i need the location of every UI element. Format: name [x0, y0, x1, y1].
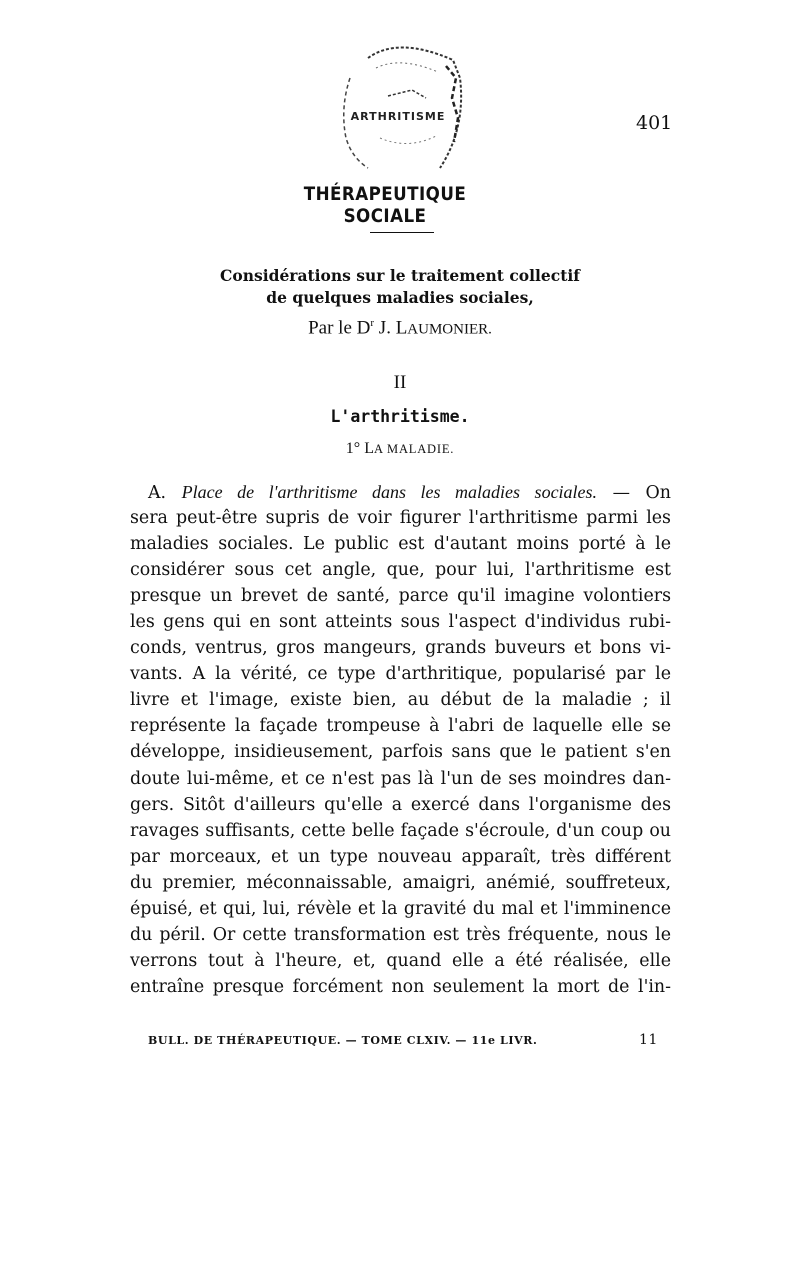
text-line: par morceaux, et un type nouveau apparaît, très différent [130, 846, 671, 867]
text-line: doute lui-même, et ce n'est pas là l'un de ses moindres dan- [130, 768, 671, 789]
author-name-smallcaps: AUMONIER. [407, 321, 492, 338]
text-line: verrons tout à l'heure, et, quand elle a été réalisée, elle [130, 950, 671, 971]
text-line: presque un brevet de santé, parce qu'il imagine volontiers [130, 586, 671, 607]
page-footer [148, 1034, 658, 1047]
text-line: représente la façade trompeuse à l'abri de laquelle elle se [130, 716, 671, 737]
text-line [130, 479, 671, 505]
body-paragraph [130, 479, 671, 1000]
author-superscript: r [370, 317, 375, 329]
text-line: maladies sociales. Le public est d'autant moins porté à le [130, 534, 671, 555]
footer-citation: BULL. DE THÉRAPEUTIQUE. — TOME CLXIV. — 11e LIVR. [148, 1034, 538, 1047]
text-line: vants. A la vérité, ce type d'arthritique, popularisé par le [130, 664, 671, 685]
author-initial: J. L [374, 317, 408, 339]
author-byline [200, 317, 600, 339]
page-number: 401 [636, 112, 673, 134]
paragraph-line1-tail: — On [597, 483, 672, 503]
title-divider [370, 232, 434, 233]
article-subtitle-line2: de quelques maladies sociales, [266, 288, 534, 307]
text-line: du premier, méconnaissable, amaigri, anémié, souffreteux, [130, 872, 671, 893]
subchapter-number: 1° L [345, 440, 374, 457]
text-line: entraîne presque forcément non seulement la mort de l'in- [130, 976, 671, 997]
text-line: ravages suffisants, cette belle façade s'écroule, d'un coup ou [130, 820, 671, 841]
section-title: THÉRAPEUTIQUE SOCIALE [303, 183, 467, 227]
text-line: conds, ventrus, gros mangeurs, grands buveurs et bons vi- [130, 638, 671, 659]
text-line: livre et l'image, existe bien, au début de la maladie ; il [130, 690, 671, 711]
part-number: II [393, 372, 407, 393]
subchapter-heading [280, 440, 520, 458]
text-line: développe, insidieusement, parfois sans que le patient s'en [130, 742, 671, 763]
text-line: sera peut-être supris de voir figurer l'arthritisme parmi les [130, 508, 671, 529]
library-stamp [328, 38, 468, 183]
subchapter-title-smallcaps: A MALADIE. [373, 442, 455, 456]
author-prefix: Par le D [308, 317, 371, 339]
text-line: épuisé, et qui, lui, révèle et la gravité du mal et l'imminence [130, 898, 671, 919]
stamp-label: ARTHRITISME [350, 110, 446, 123]
chapter-heading: L'arthritisme. [330, 407, 470, 426]
text-line: gers. Sitôt d'ailleurs qu'elle a exercé dans l'organisme des [130, 794, 671, 815]
text-line: du péril. Or cette transformation est très fréquente, nous le [130, 924, 671, 945]
paragraph-lead: A. [148, 483, 182, 503]
footer-signature-mark: 11 [638, 1032, 658, 1048]
text-line: les gens qui en sont atteints sous l'aspect d'individus rubi- [130, 612, 671, 633]
text-line: considérer sous cet angle, que, pour lui, l'arthritisme est [130, 560, 671, 581]
article-subtitle-line1: Considérations sur le traitement collectif [220, 266, 580, 285]
paragraph-italic-heading: Place de l'arthritisme dans les maladies sociales. [181, 482, 598, 502]
